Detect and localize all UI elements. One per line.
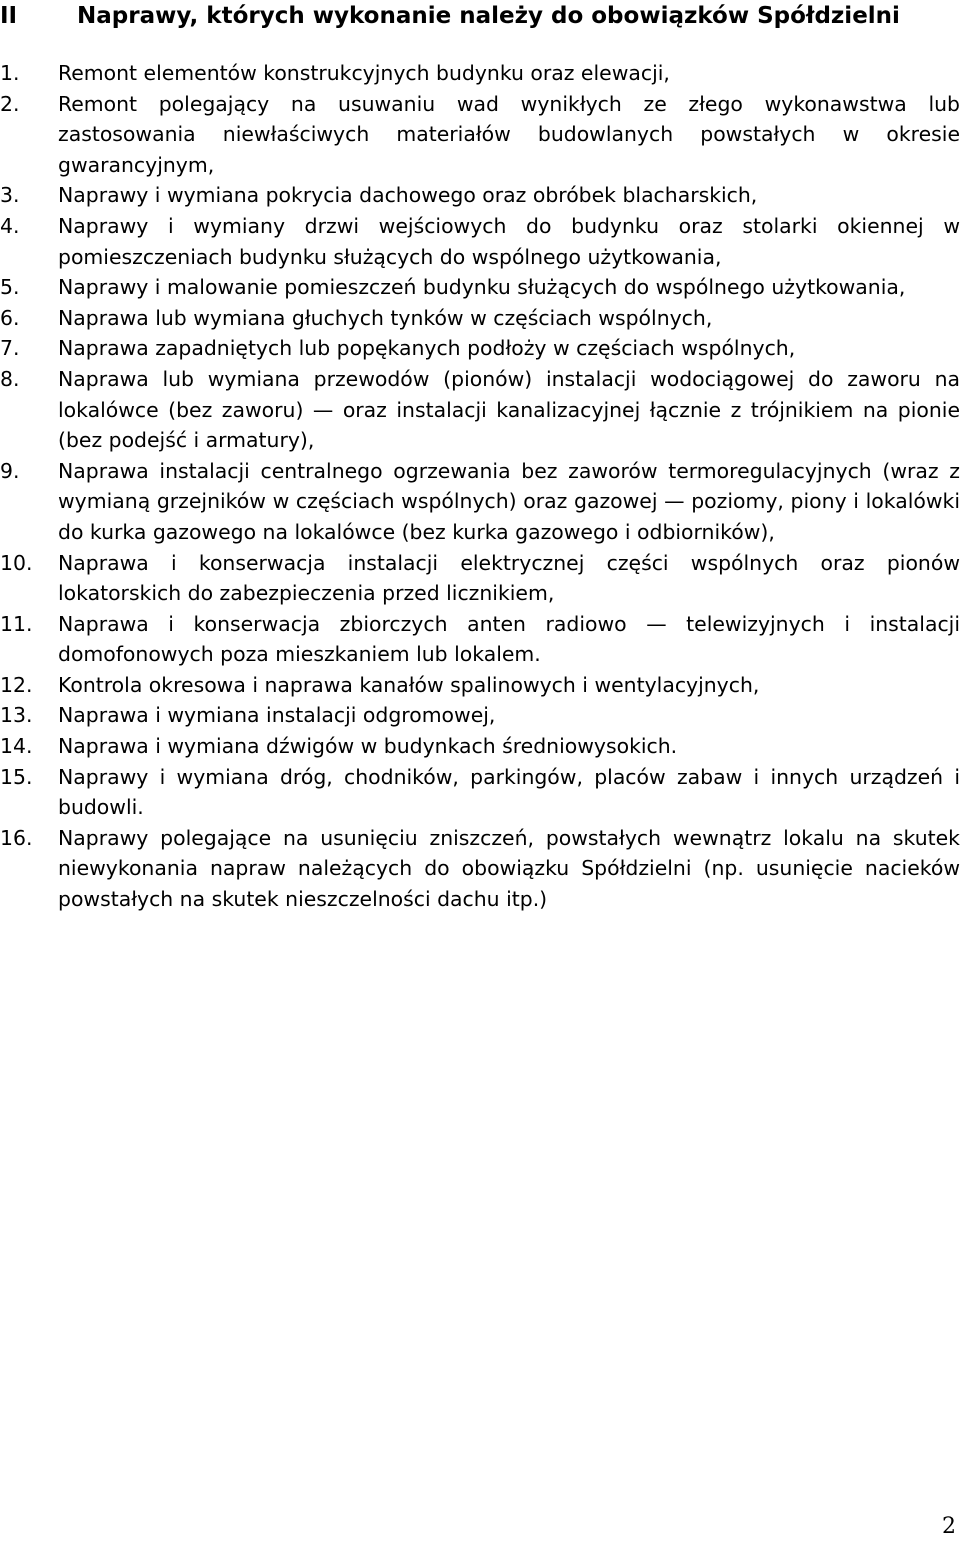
list-item-number: 7. (0, 336, 20, 361)
list-item (0, 180, 960, 211)
section-number: II (0, 3, 18, 29)
list-item (0, 364, 960, 456)
list-item (0, 211, 960, 272)
list-item-number: 5. (0, 275, 20, 300)
list-item (0, 456, 960, 548)
list-item (0, 548, 960, 609)
list-item-text: Naprawa zapadniętych lub popękanych podłoży w częściach wspólnych, (58, 336, 796, 361)
list-item (0, 89, 960, 181)
list-item (0, 58, 960, 89)
list-item (0, 670, 960, 701)
list-item-number: 8. (0, 366, 20, 391)
list-item-number: 1. (0, 61, 20, 85)
list-item-text: Remont elementów konstrukcyjnych budynku oraz elewacji, (58, 61, 670, 85)
list-item-number: 3. (0, 183, 20, 208)
list-item-number: 6. (0, 305, 20, 330)
page-number: 2 (942, 1514, 956, 1539)
repairs-list (0, 58, 960, 915)
list-item-number: 12. (0, 672, 33, 697)
list-item-number: 16. (0, 825, 33, 850)
list-item (0, 731, 960, 762)
list-item (0, 609, 960, 670)
list-item-number: 15. (0, 764, 33, 789)
list-item-text: Remont polegający na usuwaniu wad wynikłych ze złego wykonawstwa lub zastosowania niewłaściwych materiałów budowlanych powstałych w okresie gwarancyjnym, (58, 91, 960, 177)
list-item-text: Naprawa lub wymiana głuchych tynków w częściach wspólnych, (58, 305, 713, 330)
list-item-text: Naprawy i wymiana dróg, chodników, parkingów, placów zabaw i innych urządzeń i budowli. (58, 764, 960, 820)
list-item-number: 9. (0, 458, 20, 483)
section-header (0, 0, 960, 32)
list-item (0, 333, 960, 364)
section-title: Naprawy, których wykonanie należy do obowiązków Spółdzielni (77, 3, 900, 29)
list-item-text: Naprawa i wymiana dźwigów w budynkach średniowysokich. (58, 734, 678, 759)
list-item (0, 823, 960, 915)
list-item-text: Naprawa i konserwacja zbiorczych anten radiowo — telewizyjnych i instalacji domofonowych poza mieszkaniem lub lokalem. (58, 611, 960, 667)
list-item-number: 11. (0, 611, 33, 636)
list-item-number: 2. (0, 91, 20, 116)
list-item-text: Naprawa i wymiana instalacji odgromowej, (58, 703, 496, 728)
list-item-number: 14. (0, 734, 33, 759)
list-item-text: Kontrola okresowa i naprawa kanałów spalinowych i wentylacyjnych, (58, 672, 760, 697)
list-item-text: Naprawa lub wymiana przewodów (pionów) instalacji wodociągowej do zaworu na lokalówce (bez zaworu) — oraz instalacji kanalizacyjnej łącznie z trójnikiem na pionie (bez podejść i armatury), (58, 366, 960, 453)
list-item-text: Naprawy i wymiany drzwi wejściowych do budynku oraz stolarki okiennej w pomieszczeniach budynku służących do wspólnego użytkowania, (58, 213, 960, 269)
list-item-text: Naprawa instalacji centralnego ogrzewania bez zaworów termoregulacyjnych (wraz z wymianą grzejników w częściach wspólnych) oraz gazowej — poziomy, piony i lokalówki do kurka gazowego na lokalówce (bez kurka gazowego i odbiorników), (58, 458, 960, 544)
list-item-number: 13. (0, 703, 33, 728)
list-item-number: 4. (0, 213, 20, 238)
list-item-text: Naprawy polegające na usunięciu zniszczeń, powstałych wewnątrz lokalu na skutek niewykonania napraw należących do obowiązku Spółdzielni (np. usunięcie nacieków powstałych na skutek nieszczelności dachu itp.) (58, 825, 960, 912)
list-item (0, 272, 960, 303)
list-item (0, 762, 960, 823)
list-item-text: Naprawa i konserwacja instalacji elektrycznej części wspólnych oraz pionów lokatorskich do zabezpieczenia przed licznikiem, (58, 550, 960, 606)
list-item (0, 303, 960, 334)
list-item (0, 700, 960, 731)
list-item-text: Naprawy i wymiana pokrycia dachowego oraz obróbek blacharskich, (58, 183, 758, 208)
list-item-text: Naprawy i malowanie pomieszczeń budynku służących do wspólnego użytkowania, (58, 275, 906, 300)
list-item-number: 10. (0, 550, 33, 575)
